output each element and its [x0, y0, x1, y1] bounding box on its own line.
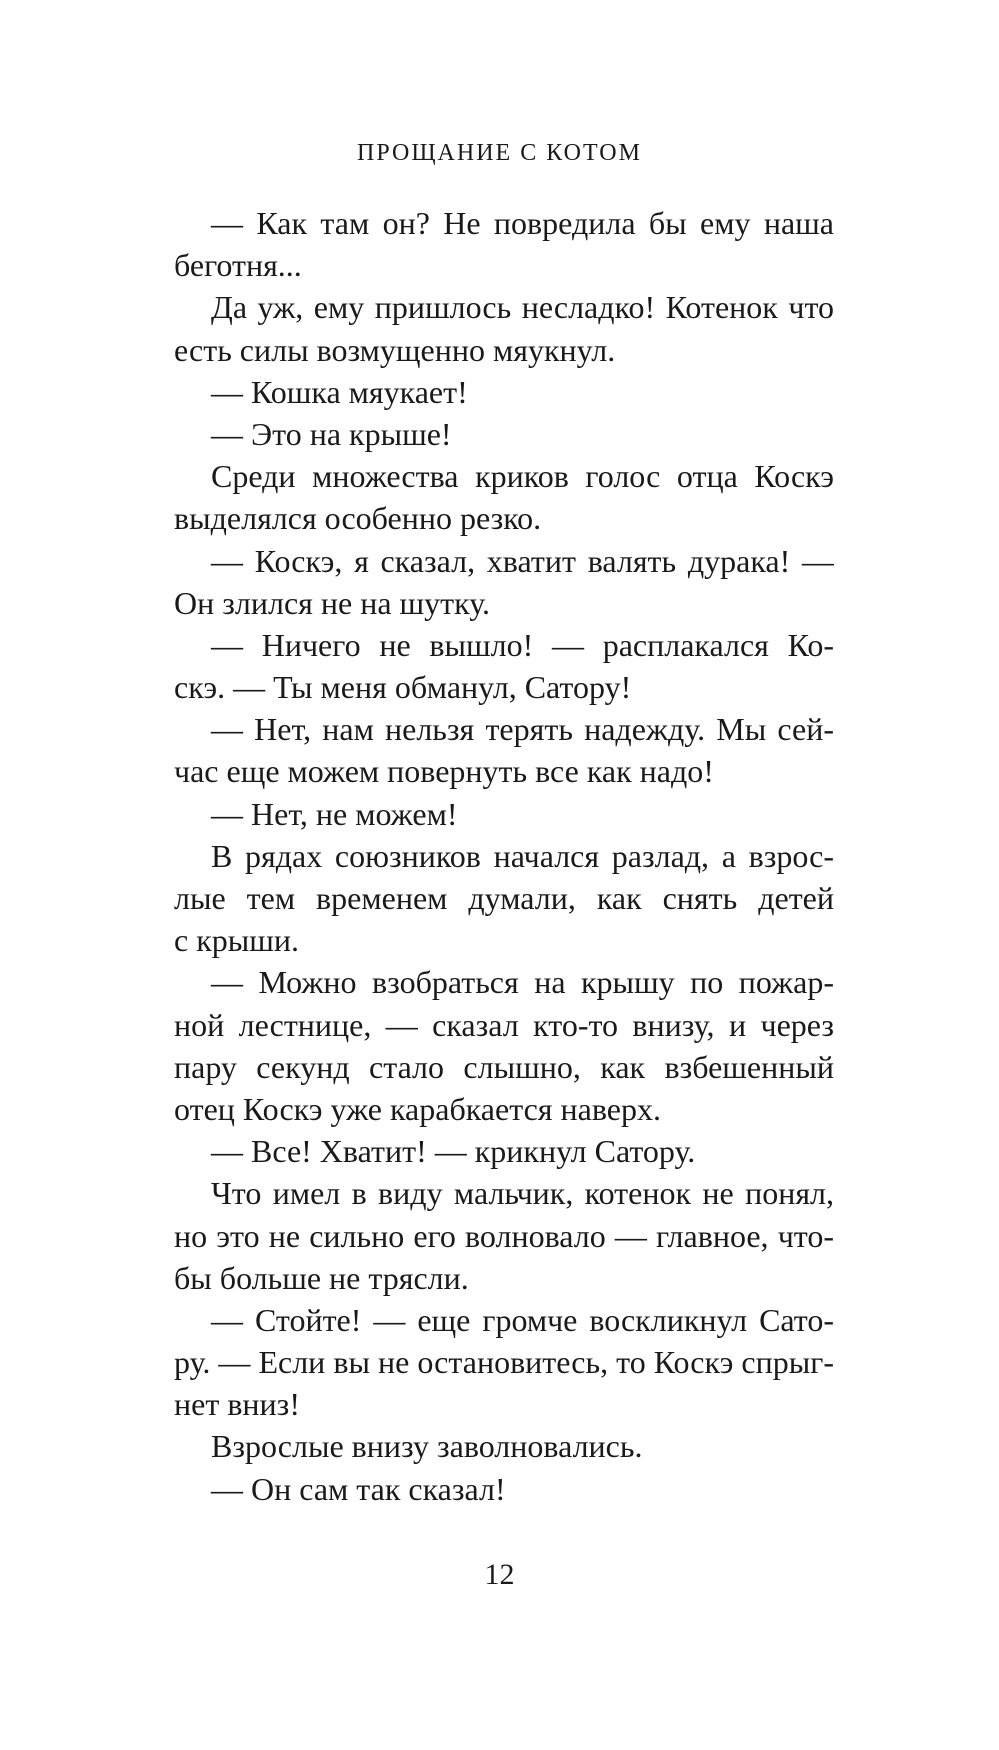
text-line: бы больше не трясли. — [174, 1259, 469, 1296]
text-line: выделялся особенно резко. — [174, 500, 542, 537]
text-line: но это не сильно его волновало — главное, что- — [174, 1217, 834, 1254]
page-number: 12 — [484, 1558, 515, 1591]
text-line: Что имел в виду мальчик, котенок не понял, — [211, 1175, 834, 1212]
text-line: Да уж, ему пришлось несладко! Котенок что — [211, 289, 834, 326]
text-line: — Стойте! — еще громче воскликнул Сато- — [211, 1301, 834, 1338]
text-line: В рядах союзников начался разлад, а взрос- — [211, 837, 834, 874]
text-line: — Все! Хватит! — крикнул Сатору. — [211, 1133, 696, 1170]
text-line: — Можно взобраться на крышу по пожар- — [211, 964, 834, 1001]
body-text — [174, 202, 834, 1510]
text-line: час еще можем повернуть все как надо! — [174, 753, 714, 790]
text-line: — Это на крыше! — [211, 415, 452, 452]
text-line: — Коскэ, я сказал, хватит валять дурака! — — [211, 542, 834, 579]
text-line: Среди множества криков голос отца Коскэ — [211, 458, 834, 495]
text-line: лые тем временем думали, как снять детей — [174, 880, 834, 916]
text-line: беготня... — [174, 247, 302, 284]
text-line: ной лестнице, — сказал кто-то внизу, и через — [174, 1006, 834, 1043]
text-line: Взрослые внизу заволновались. — [211, 1428, 643, 1465]
text-line: — Нет, не можем! — [211, 795, 458, 832]
text-line: — Он сам так сказал! — [211, 1470, 506, 1507]
text-line: — Как там он? Не повредила бы ему наша — [211, 205, 834, 241]
text-line: нет вниз! — [174, 1386, 300, 1423]
text-line: — Нет, нам нельзя терять надежду. Мы сей- — [211, 711, 834, 748]
text-line: Он злился не на шутку. — [174, 584, 491, 621]
text-line: пару секунд стало слышно, как взбешенный — [174, 1048, 834, 1085]
running-head: ПРОЩАНИЕ С КОТОМ — [357, 140, 642, 166]
text-line: — Кошка мяукает! — [211, 373, 468, 410]
text-line: отец Коскэ уже карабкается наверх. — [174, 1090, 661, 1127]
text-line: ру. — Если вы не остановитесь, то Коскэ спрыг- — [174, 1344, 834, 1381]
text-line: скэ. — Ты меня обманул, Сатору! — [174, 669, 632, 706]
text-line: — Ничего не вышло! — расплакался Ко- — [211, 626, 834, 663]
text-line: есть силы возмущенно мяукнул. — [174, 331, 616, 368]
text-line: с крыши. — [174, 922, 300, 959]
